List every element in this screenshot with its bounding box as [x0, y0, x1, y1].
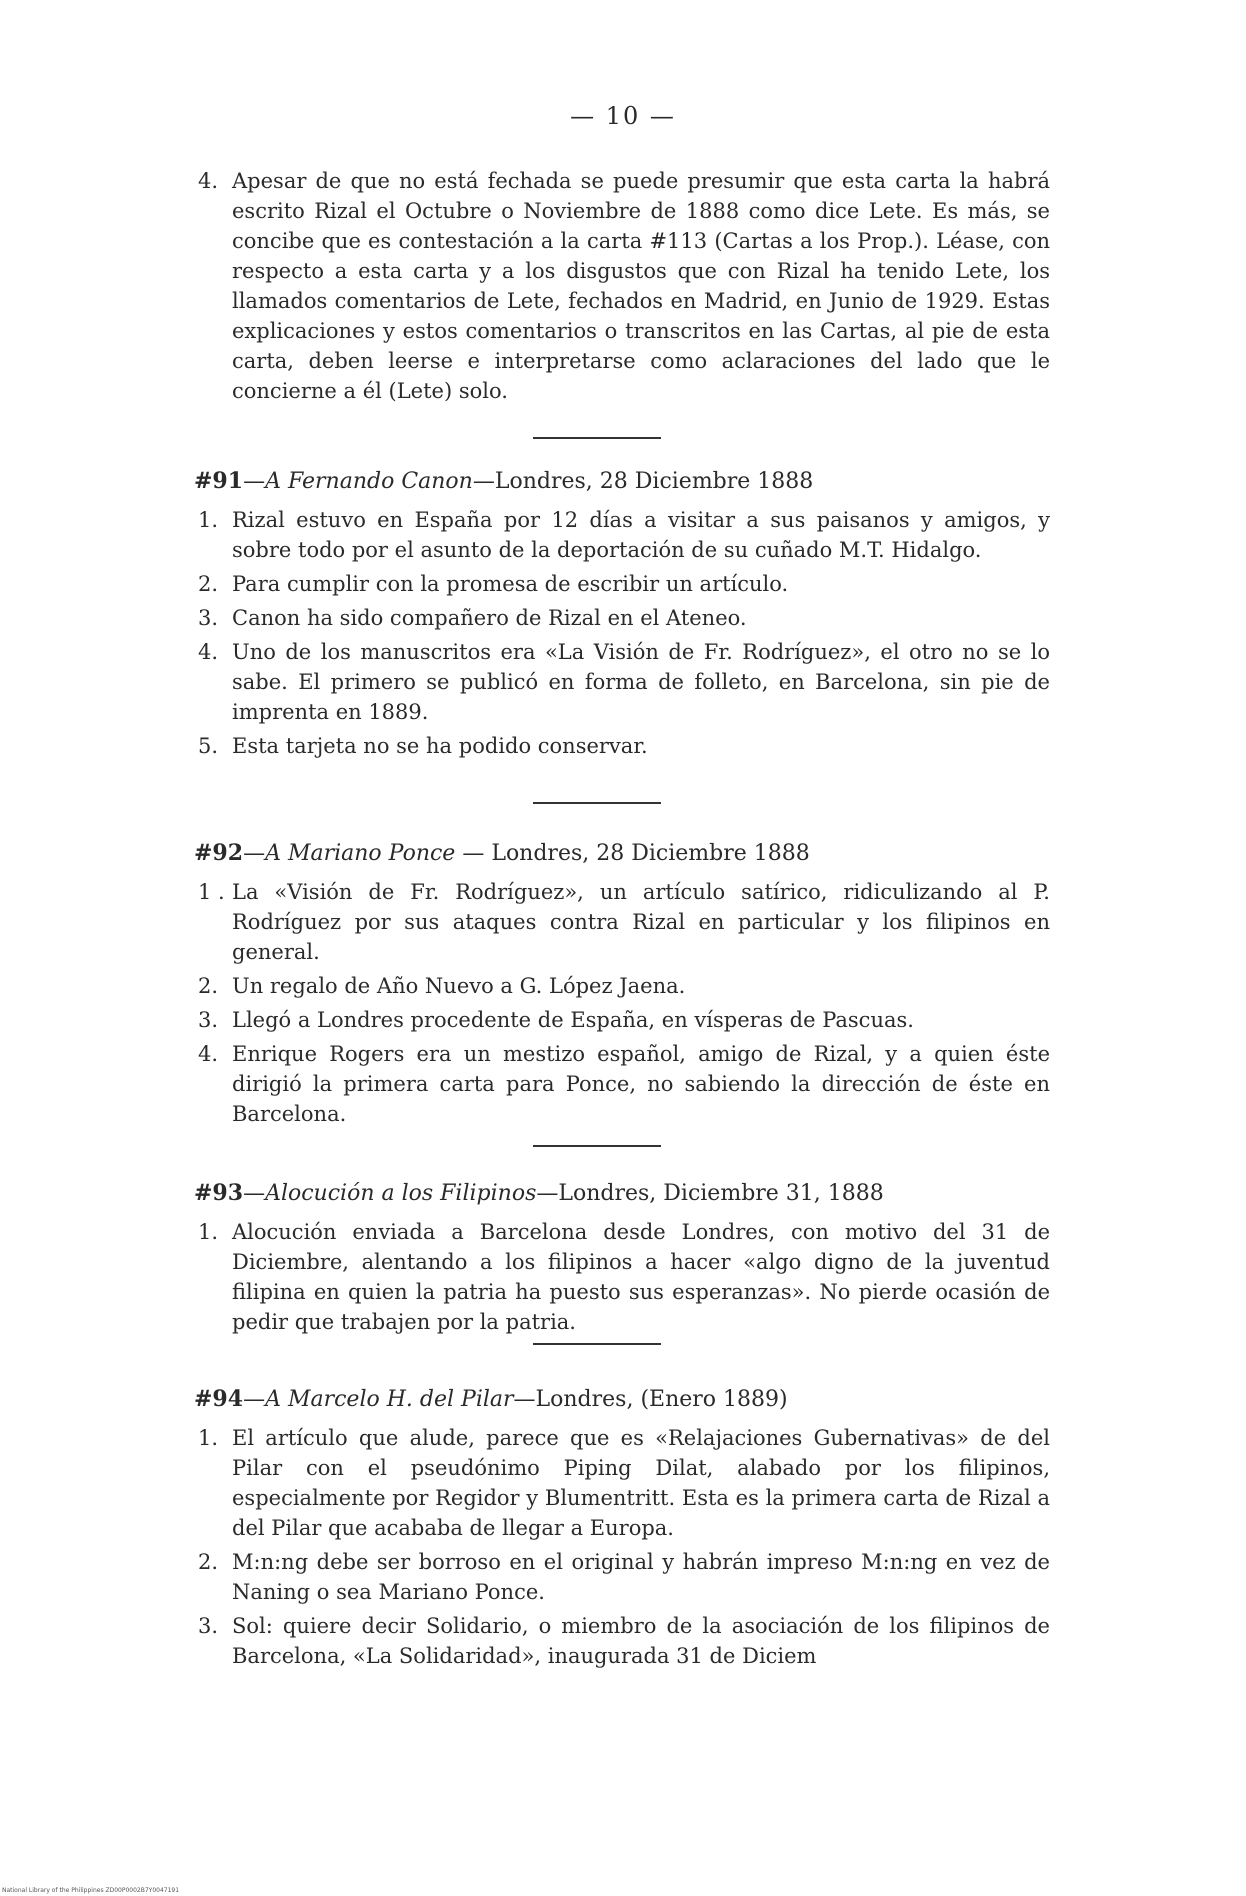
section-number: #92	[194, 840, 244, 866]
divider	[533, 1343, 661, 1345]
item-number: 2.	[198, 572, 219, 596]
section-91	[194, 466, 1050, 765]
item-number: 1.	[198, 508, 219, 532]
item-text: Alocución enviada a Barcelona desde Londres, con motivo del 31 de Diciembre, alentando a los filipinos a hacer «algo digno de la juventud filipina en quien la patria ha puesto sus esperanzas». No pierde ocasión de pedir que trabajen por la patria.	[232, 1220, 1050, 1334]
item-text: Uno de los manuscritos era «La Visión de Fr. Rodríguez», el otro no se lo sabe. El primero se publicó en forma de folleto, en Barcelona, sin pie de imprenta en 1889.	[232, 640, 1050, 724]
item-number: 3.	[198, 606, 219, 630]
list-item	[198, 603, 1050, 633]
item-text: Rizal estuvo en España por 12 días a visitar a sus paisanos y amigos, y sobre todo por el asunto de la deportación de su cuñado M.T. Hidalgo.	[232, 508, 1050, 562]
divider	[533, 802, 661, 804]
list-item	[198, 877, 1050, 967]
item-number: 1 .	[198, 880, 225, 904]
list-item	[198, 971, 1050, 1001]
item-text: M:n:ng debe ser borroso en el original y habrán impreso M:n:ng en vez de Naning o sea Mariano Ponce.	[232, 1550, 1050, 1604]
section-number: #94	[194, 1386, 244, 1412]
list-item	[198, 569, 1050, 599]
list-item	[198, 1039, 1050, 1129]
list-item	[198, 166, 1050, 406]
list-item	[198, 1611, 1050, 1671]
item-text: Esta tarjeta no se ha podido conservar.	[232, 734, 648, 758]
item-text: Para cumplir con la promesa de escribir un artículo.	[232, 572, 789, 596]
section-92	[194, 838, 1050, 1133]
section-header: #91—A Fernando Canon—Londres, 28 Diciembre 1888	[194, 468, 814, 494]
scan-footer: National Library of the Philippines ZD00P0002B7Y0047191	[2, 1887, 180, 1894]
section-93	[194, 1178, 1050, 1341]
item-text: Llegó a Londres procedente de España, en vísperas de Pascuas.	[232, 1008, 914, 1032]
item-text: Apesar de que no está fechada se puede presumir que esta carta la habrá escrito Rizal el Octubre o Noviembre de 1888 como dice Lete. Es más, se concibe que es contestación a la carta #113 (Cartas a los Prop.). Léase, con respecto a esta carta y a los disgustos que con Rizal ha tenido Lete, los llamados comentarios de Lete, fechados en Madrid, en Junio de 1929. Estas explicaciones y estos comentarios o transcritos en las Cartas, al pie de esta carta, deben leerse e interpretarse como aclaraciones del lado que le concierne a él (Lete) solo.	[232, 169, 1050, 403]
page-number: — 10 —	[570, 102, 676, 130]
list-item	[198, 1423, 1050, 1543]
list-item	[198, 1547, 1050, 1607]
item-text: Canon ha sido compañero de Rizal en el Ateneo.	[232, 606, 747, 630]
item-text: La «Visión de Fr. Rodríguez», un artículo satírico, ridiculizando al P. Rodríguez por sus ataques contra Rizal en particular y los filipinos en general.	[232, 880, 1050, 964]
item-text: El artículo que alude, parece que es «Relajaciones Gubernativas» de del Pilar con el pseudónimo Piping Dilat, alabado por los filipinos, especialmente por Regidor y Blumentritt. Esta es la primera carta de Rizal a del Pilar que acababa de llegar a Europa.	[232, 1426, 1050, 1540]
section-number: #93	[194, 1180, 244, 1206]
section-title: A Fernando Canon	[265, 469, 473, 494]
section-title: A Mariano Ponce	[265, 841, 456, 866]
item-number: 3.	[198, 1614, 219, 1638]
divider	[533, 437, 661, 439]
item-number: 3.	[198, 1008, 219, 1032]
section-number: #91	[194, 468, 244, 494]
section-header: #92—A Mariano Ponce — Londres, 28 Diciembre 1888	[194, 840, 810, 866]
section-place-date: Londres, Diciembre 31, 1888	[558, 1181, 884, 1206]
section-94	[194, 1384, 1050, 1675]
section-place-date: Londres, 28 Diciembre 1888	[491, 841, 810, 866]
section-title: A Marcelo H. del Pilar	[265, 1387, 514, 1412]
item-number: 1.	[198, 1220, 219, 1244]
item-number: 2.	[198, 974, 219, 998]
divider	[533, 1145, 661, 1147]
list-item	[198, 1005, 1050, 1035]
item-text: Enrique Rogers era un mestizo español, amigo de Rizal, y a quien éste dirigió la primera carta para Ponce, no sabiendo la dirección de éste en Barcelona.	[232, 1042, 1050, 1126]
list-item	[198, 637, 1050, 727]
section-place-date: Londres, 28 Diciembre 1888	[494, 469, 814, 494]
item-number: 2.	[198, 1550, 219, 1574]
section-header: #94—A Marcelo H. del Pilar—Londres, (Enero 1889)	[194, 1386, 788, 1412]
item-number: 4.	[198, 169, 219, 193]
list-item	[198, 731, 1050, 761]
item-text: Sol: quiere decir Solidario, o miembro de la asociación de los filipinos de Barcelona, «La Solidaridad», inaugurada 31 de Diciem	[232, 1614, 1050, 1668]
item-number: 4.	[198, 640, 219, 664]
item-text: Un regalo de Año Nuevo a G. López Jaena.	[232, 974, 686, 998]
list-item	[198, 505, 1050, 565]
section-header: #93—Alocución a los Filipinos—Londres, Diciembre 31, 1888	[194, 1180, 884, 1206]
section-place-date: Londres, (Enero 1889)	[535, 1387, 788, 1412]
item-number: 4.	[198, 1042, 219, 1066]
section-title: Alocución a los Filipinos	[265, 1181, 537, 1206]
item-number: 5.	[198, 734, 219, 758]
list-item	[198, 1217, 1050, 1337]
item-number: 1.	[198, 1426, 219, 1450]
intro-block	[198, 166, 1050, 410]
